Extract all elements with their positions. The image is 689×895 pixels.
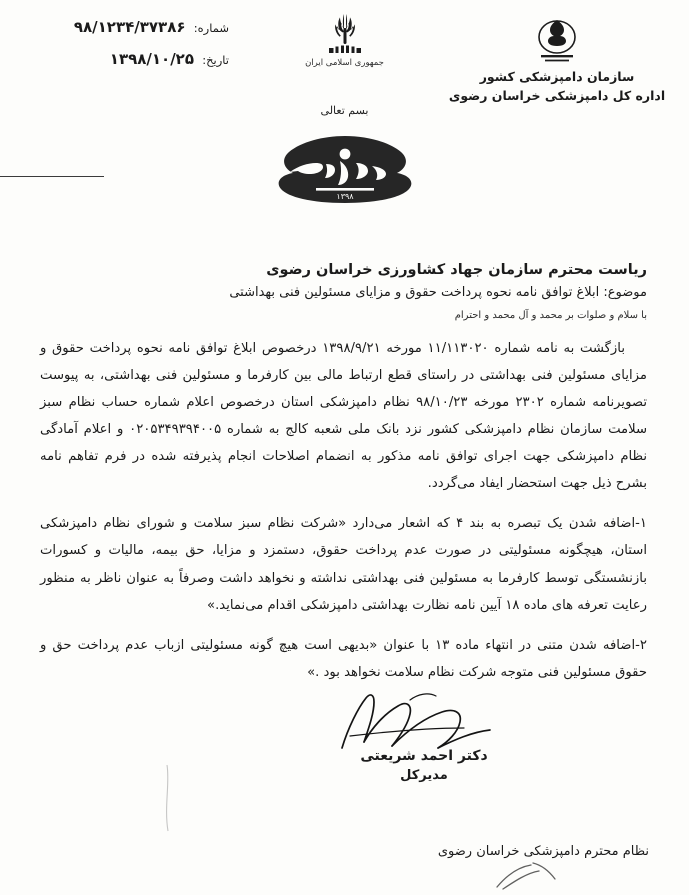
ronagh-tolid-seal-icon (260, 128, 430, 214)
organization-line-1: سازمان دامپزشکی کشور (479, 69, 635, 84)
header-organization-block (437, 14, 677, 106)
signature-block (309, 688, 539, 783)
page-edge-crease-icon (160, 763, 174, 833)
signatory-name: دکتر احمد شریعتی (360, 748, 488, 764)
iran-emblem-icon (323, 10, 367, 56)
footer-copy-recipient: نظام محترم دامپزشکی خراسان رضوی (437, 844, 649, 859)
handwritten-signature-icon (314, 688, 534, 754)
header-center-caption: جمهوری اسلامی ایران (305, 58, 384, 68)
decorative-seal (260, 128, 430, 214)
document-date-label: تاریخ: (202, 53, 229, 67)
addressee-line: ریاست محترم سازمان جهاد کشاورزی خراسان رضوی (266, 262, 647, 278)
svg-text:۱۳۹۸: ۱۳۹۸ (335, 192, 354, 201)
paragraph-3: ۲-اضافه شدن متنی در انتهاء ماده ۱۳ با عنوان «بدیهی است هیچ گونه مسئولیتی ازباب عدم پرداخت حق و حقوق مسئولین فنی متوجه شرکت نظام سلامت نخواهد بود .» (40, 637, 647, 680)
scan-artifact-line (0, 176, 104, 177)
document-body (40, 262, 647, 699)
besmele-text: بسم تعالی (320, 104, 369, 117)
salutation-line: با سلام و صلوات بر محمد و آل محمد و احترام (454, 310, 647, 321)
subject-line: موضوع: ابلاغ توافق نامه نحوه پرداخت حقوق و مزایای مسئولین فنی بهداشتی (229, 285, 647, 300)
document-date-value: ۱۳۹۸/۱۰/۲۵ (109, 50, 194, 68)
organization-line-2: اداره کل دامپزشکی خراسان رضوی (448, 88, 666, 104)
signatory-role: مدیرکل (400, 768, 448, 783)
paragraph-1: بازگشت به نامه شماره ۱۱/۱۱۳۰۲۰ مورخه ۱۳۹۸/۹/۲۱ درخصوص ابلاغ توافق نامه نحوه پرداخت حقوق و مزایای مسئولین فنی بهداشتی در راستای قطع ارتباط مالی بین کارفرما و مسئولین فنی بهداشتی، به پیوست تصویرنامه شماره ۲۳۰۲ مورخه ۹۸/۱۰/۲۳ نظام دامپزشکی استان درخصوص اعلام شماره حساب نظام سبز سلامت سازمان نظام دامپزشکی کشور نزد بانک ملی شعبه کالج به شماره ۰۲۰۵۳۴۹۳۹۴۰۰۵ و اعلام آمادگی نظام دامپزشکی جهت اجرای توافق نامه مذکور به انضمام اصلاحات انجام پذیرفته شده در فرم تفاهم نامه بشرح ذیل جهت استحضار ایفاد می‌گردد. (40, 341, 647, 492)
footer-ink-mark-icon (493, 859, 563, 893)
document-number-label: شماره: (193, 21, 229, 35)
jahad-keshavarzi-logo-icon (531, 14, 583, 64)
document-number-value: ۹۸/۱۲۳۴/۳۷۳۸۶ (73, 18, 186, 36)
paragraph-2: ۱-اضافه شدن یک تبصره به بند ۴ که اشعار می‌دارد «شرکت نظام سبز سلامت و شورای نظام دامپزشکی استان، هیچگونه مسئولیتی در صورت عدم پرداخت حقوق، دستمزد و مزایا، حق بیمه، مالیات و کسورات بازنشستگی توسط کارفرما به مسئولین فنی بهداشتی نداشته و نخواهد داشت وصرفاً به عنوان ناظر به منظور رعایت تعرفه های ماده ۱۸ آیین نامه نظارت بهداشتی دامپزشکی اقدام می‌نماید.» (40, 516, 647, 613)
